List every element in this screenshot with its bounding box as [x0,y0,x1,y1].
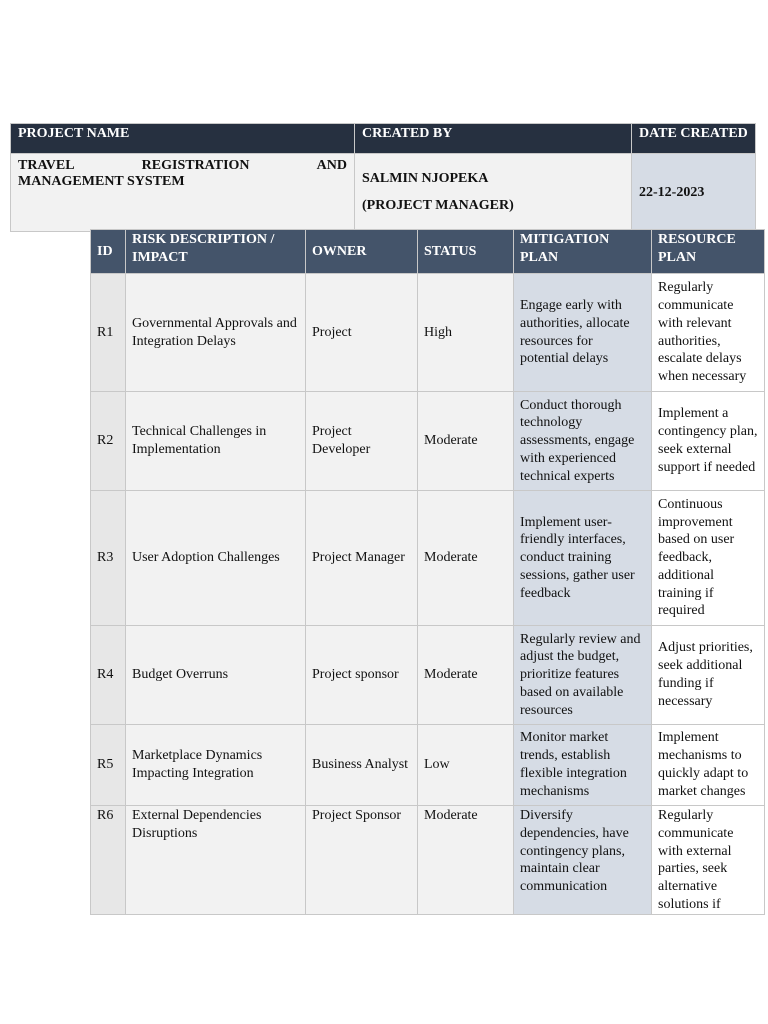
risk-id: R4 [91,626,126,725]
created-by-role: (PROJECT MANAGER) [362,197,514,213]
table-row [91,392,765,491]
risk-owner: Project [306,274,418,392]
risk-id: R6 [91,806,126,915]
resource-plan: Regularly communicate with external parties, seek alternative solutions if [652,806,765,915]
project-name-word: TRAVEL [18,158,75,173]
project-name-cell [11,154,355,232]
mitigation-plan: Conduct thorough technology assessments, engage with experienced technical experts [514,392,652,491]
risk-status: Moderate [418,491,514,626]
mitigation-plan: Diversify dependencies, have contingency plans, maintain clear communication [514,806,652,915]
mitigation-plan: Regularly review and adjust the budget, prioritize features based on available resources [514,626,652,725]
risk-id: R2 [91,392,126,491]
table-row [91,274,765,392]
risk-description: Governmental Approvals and Integration Delays [126,274,306,392]
risk-owner: Project Manager [306,491,418,626]
risk-owner: Project sponsor [306,626,418,725]
risk-status: Moderate [418,392,514,491]
risk-status: Low [418,725,514,806]
resource-plan: Continuous improvement based on user feedback, additional training if required [652,491,765,626]
created-by-label: CREATED BY [355,124,632,154]
risk-owner: Business Analyst [306,725,418,806]
risk-id: R3 [91,491,126,626]
column-header-owner: OWNER [306,230,418,274]
resource-plan: Implement a contingency plan, seek external support if needed [652,392,765,491]
column-header-mitigation-plan: MITIGATION PLAN [514,230,652,274]
created-by-name: SALMIN NJOPEKA [362,170,489,186]
created-by-cell [355,154,632,232]
risk-register-table [90,229,765,915]
project-name-word: AND [316,158,347,173]
risk-table-header-row [91,230,765,274]
risk-id: R1 [91,274,126,392]
project-header-table [10,123,756,232]
risk-id: R5 [91,725,126,806]
table-row [91,806,765,915]
risk-description: Budget Overruns [126,626,306,725]
resource-plan: Adjust priorities, seek additional funding if necessary [652,626,765,725]
mitigation-plan: Implement user-friendly interfaces, conduct training sessions, gather user feedback [514,491,652,626]
risk-description: User Adoption Challenges [126,491,306,626]
project-name-word: REGISTRATION [141,158,250,173]
resource-plan: Regularly communicate with relevant authorities, escalate delays when necessary [652,274,765,392]
mitigation-plan: Engage early with authorities, allocate resources for potential delays [514,274,652,392]
risk-description: Technical Challenges in Implementation [126,392,306,491]
risk-description: Marketplace Dynamics Impacting Integration [126,725,306,806]
table-row [91,725,765,806]
risk-status: Moderate [418,806,514,915]
risk-status: Moderate [418,626,514,725]
date-created-label: DATE CREATED [632,124,756,154]
table-row [91,626,765,725]
column-header-risk-description: RISK DESCRIPTION / IMPACT [126,230,306,274]
risk-owner: Project Sponsor [306,806,418,915]
table-row [91,491,765,626]
risk-owner: Project Developer [306,392,418,491]
risk-status: High [418,274,514,392]
resource-plan: Implement mechanisms to quickly adapt to market changes [652,725,765,806]
project-name-label: PROJECT NAME [11,124,355,154]
mitigation-plan: Monitor market trends, establish flexible integration mechanisms [514,725,652,806]
date-created-value: 22-12-2023 [632,154,756,232]
risk-description: External Dependencies Disruptions [126,806,306,915]
column-header-resource-plan: RESOURCE PLAN [652,230,765,274]
column-header-status: STATUS [418,230,514,274]
column-header-id: ID [91,230,126,274]
project-name-line2: MANAGEMENT SYSTEM [18,174,185,189]
